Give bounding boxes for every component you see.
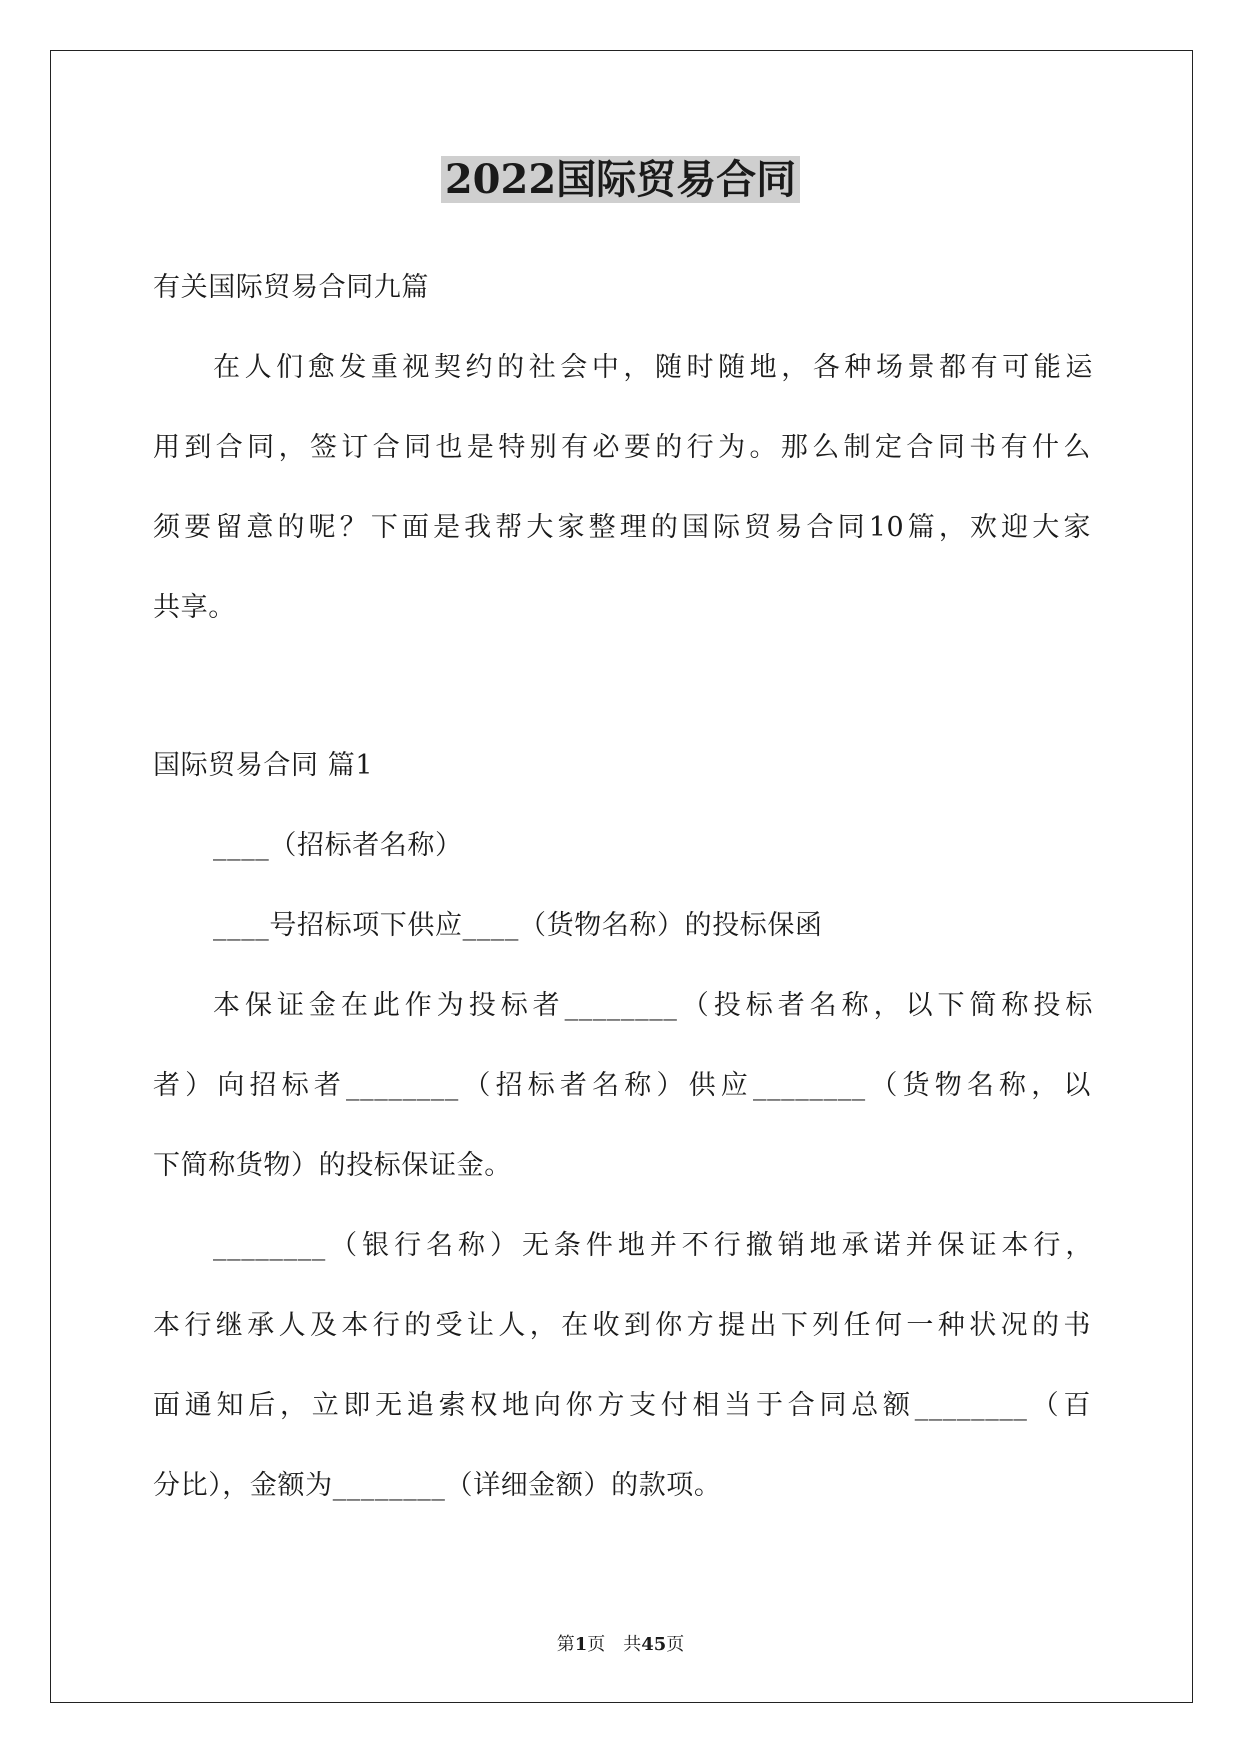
paragraph-line: 共享。 <box>153 592 236 623</box>
footer-mid: 页 共 <box>587 1634 642 1655</box>
paragraph-line: ________（银行名称）无条件地并不行撤销地承诺并保证本行， <box>213 1230 1093 1261</box>
paragraph-line: 分比），金额为________（详细金额）的款项。 <box>153 1470 722 1501</box>
footer-page-number: 1 <box>574 1634 588 1655</box>
document-title-text: 2022国际贸易合同 <box>441 156 800 203</box>
paragraph-line: ____（招标者名称） <box>213 830 463 861</box>
page-footer <box>0 1633 1241 1657</box>
footer-prefix: 第 <box>556 1634 575 1655</box>
footer-total-pages: 45 <box>641 1634 667 1655</box>
section-heading: 国际贸易合同 篇1 <box>153 750 374 781</box>
paragraph-line: 用到合同，签订合同也是特别有必要的行为。那么制定合同书有什么 <box>153 432 1091 463</box>
paragraph-line: 本行继承人及本行的受让人，在收到你方提出下列任何一种状况的书 <box>153 1310 1091 1341</box>
paragraph-line: 在人们愈发重视契约的社会中，随时随地，各种场景都有可能运 <box>213 352 1093 383</box>
paragraph-line: 本保证金在此作为投标者________（投标者名称，以下简称投标 <box>213 990 1093 1021</box>
subtitle-line: 有关国际贸易合同九篇 <box>153 272 429 303</box>
footer-suffix: 页 <box>666 1634 685 1655</box>
paragraph-line: 下简称货物）的投标保证金。 <box>153 1150 512 1181</box>
paragraph-line: 面通知后，立即无追索权地向你方支付相当于合同总额________（百 <box>153 1390 1091 1421</box>
paragraph-line: 须要留意的呢？下面是我帮大家整理的国际贸易合同10篇，欢迎大家 <box>153 512 1091 543</box>
document-title <box>0 152 1241 208</box>
paragraph-line: ____号招标项下供应____（货物名称）的投标保函 <box>213 910 823 941</box>
paragraph-line: 者）向招标者________（招标者名称）供应________（货物名称，以 <box>153 1070 1091 1101</box>
